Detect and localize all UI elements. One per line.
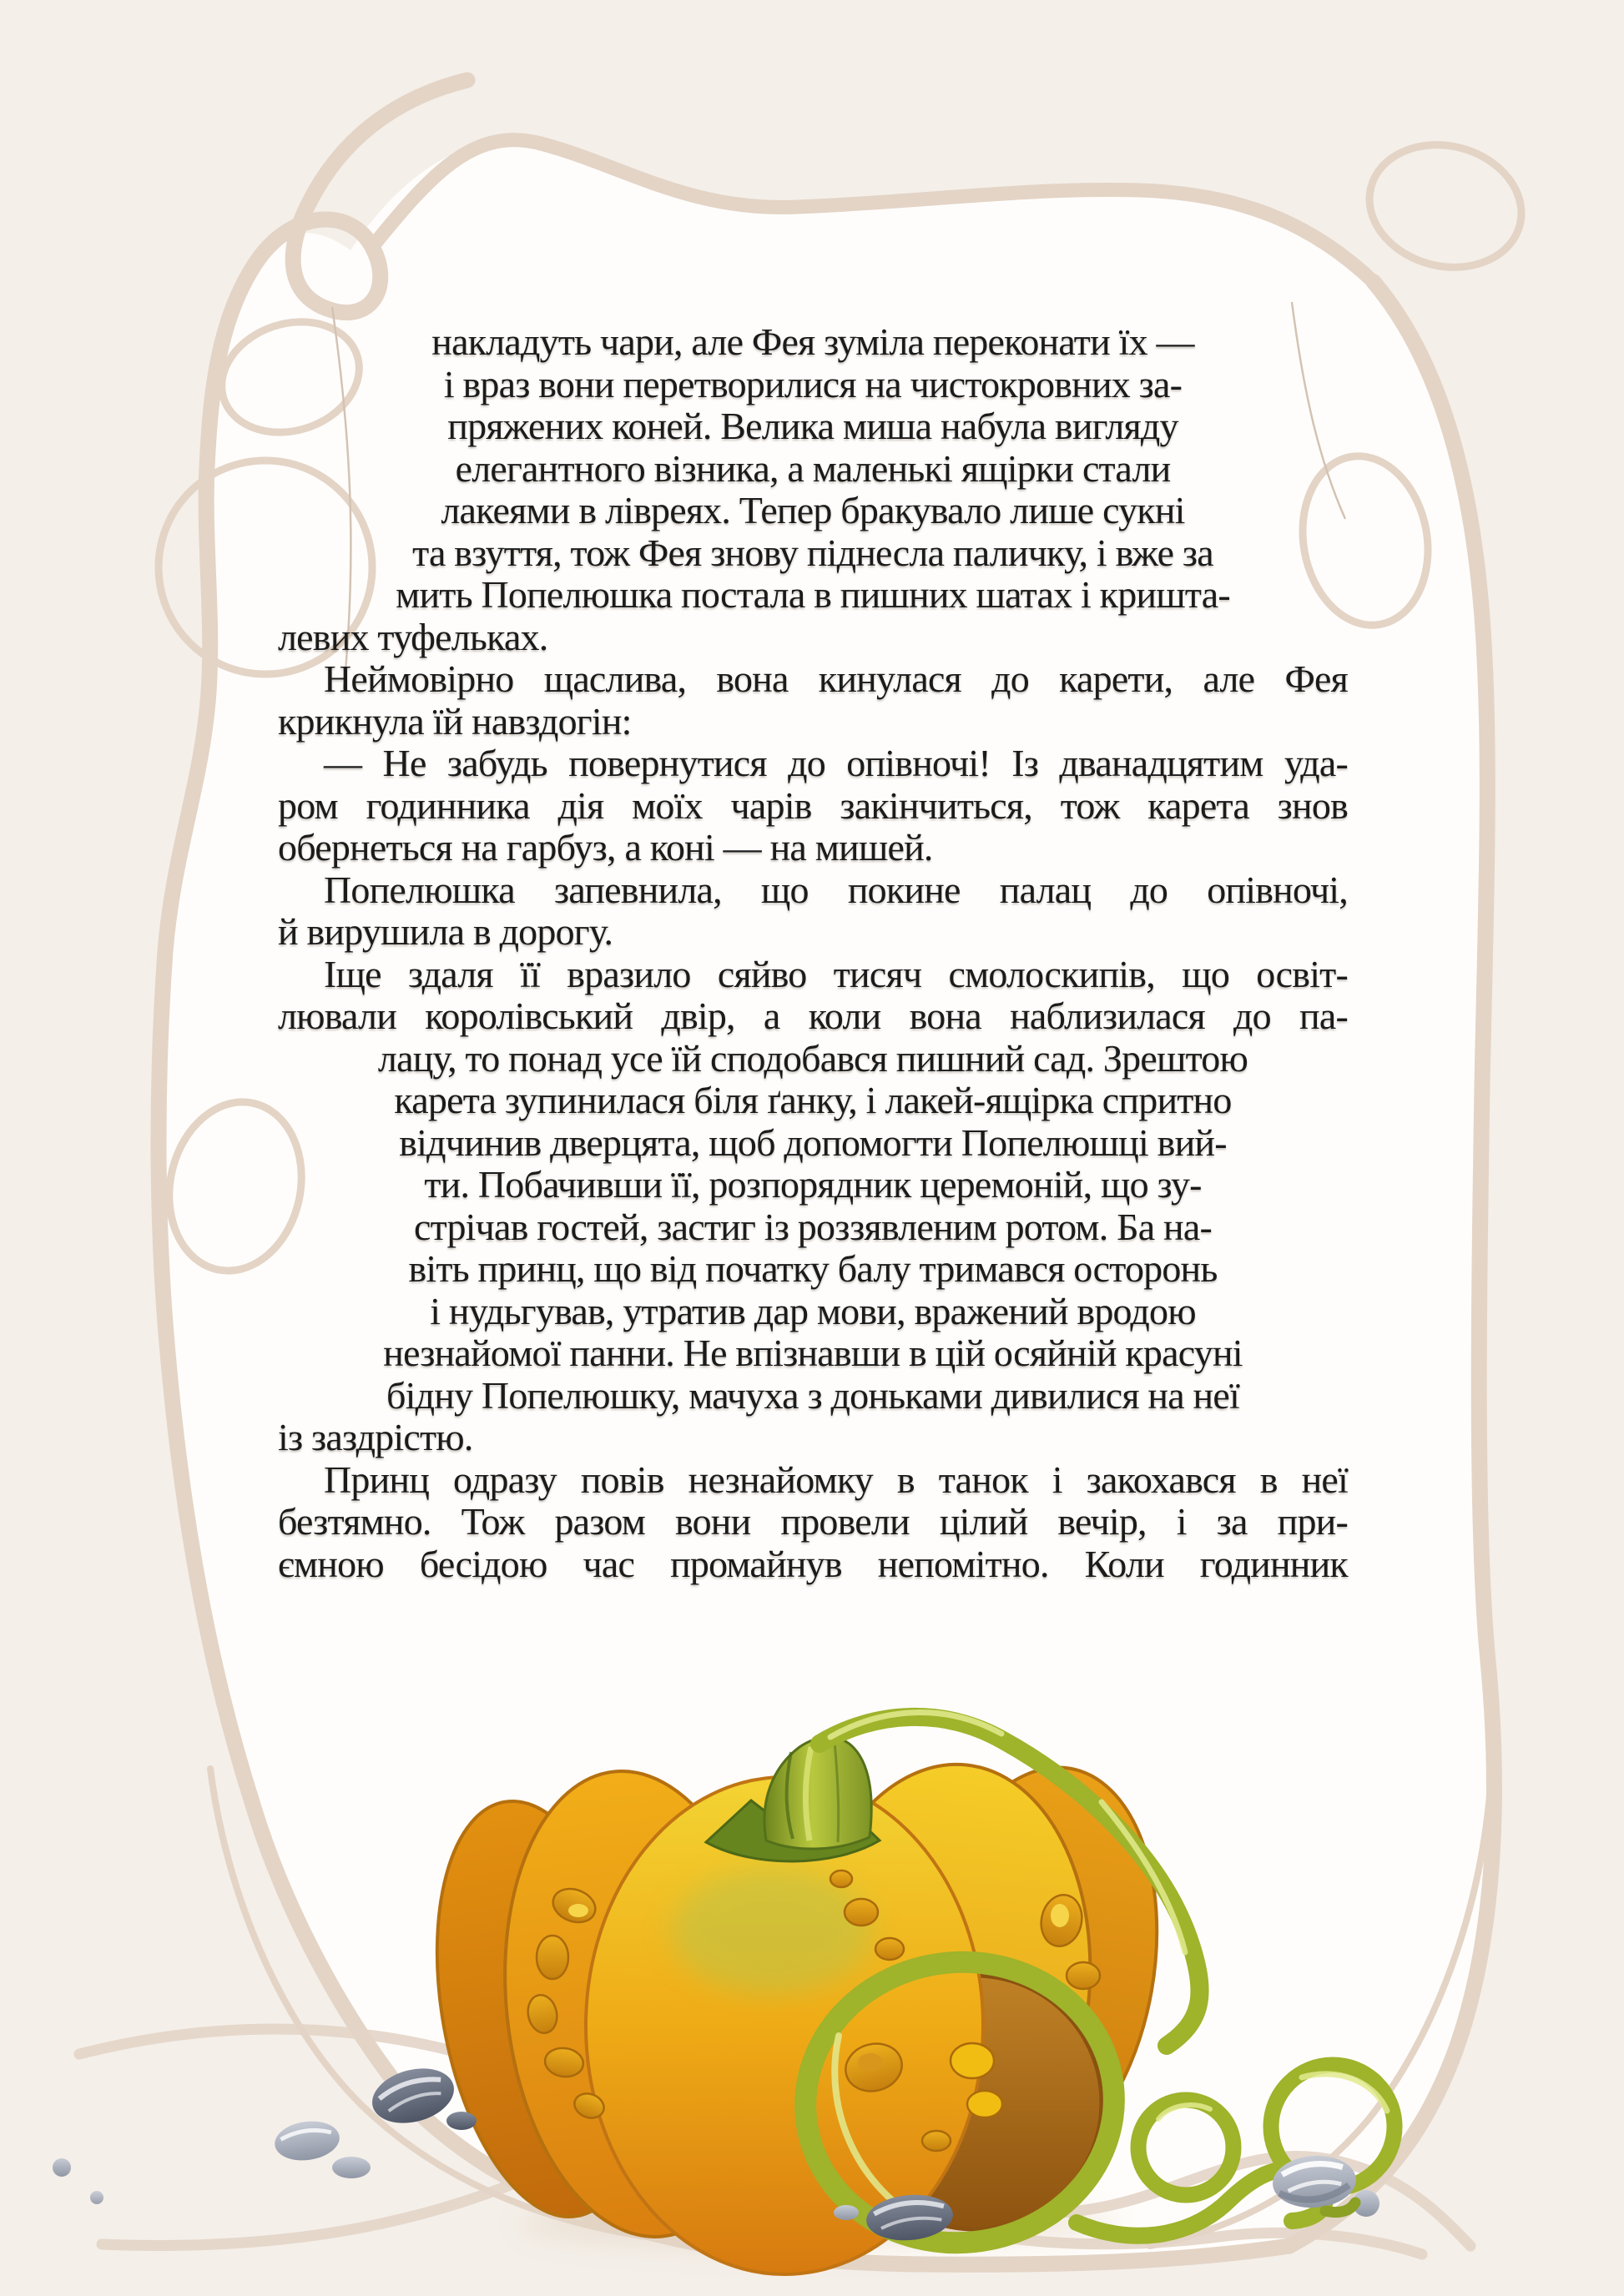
text-line: Іще здаля її вразило сяйво тисяч смолоскипів, що освіт- xyxy=(324,952,1348,995)
text-line: елегантного візника, а маленькі ящірки стали xyxy=(455,446,1171,490)
text-line: ємною бесідою час промайнув непомітно. Коли годинник xyxy=(278,1542,1348,1585)
story-text xyxy=(278,321,1348,1585)
text-line: Неймовірно щаслива, вона кинулася до карети, але Фея xyxy=(324,657,1348,700)
text-line: мить Попелюшка постала в пишних шатах і кришта- xyxy=(396,573,1230,616)
text-line: віть принц, що від початку балу тримався осторонь xyxy=(408,1247,1218,1290)
text-line: лацу, то понад усе їй сподобався пишний сад. Зрештою xyxy=(377,1036,1248,1080)
text-line: відчинив дверцята, щоб допомогти Попелюшці вий- xyxy=(399,1120,1227,1164)
text-line: накладуть чари, але Фея зуміла переконати їх — xyxy=(431,320,1194,363)
text-line: карета зупинилася біля ґанку, і лакей-ящірка спритно xyxy=(394,1079,1232,1121)
text-line: Попелюшка запевнила, що покине палац до опівночі, xyxy=(324,868,1348,911)
text-line: обернеться на гарбуз, а коні — на мишей. xyxy=(278,826,933,869)
text-line: Принц одразу повів незнайомку в танок і закохався в неї xyxy=(324,1458,1348,1501)
text-line: із заздрістю. xyxy=(278,1416,473,1458)
text-line: крикнула їй навздогін: xyxy=(278,699,632,743)
text-line: пряжених коней. Велика миша набула вигляду xyxy=(447,405,1178,447)
text-line: і нудьгував, утратив дар мови, вражений вродою xyxy=(430,1289,1196,1332)
text-line: незнайомої панни. Не впізнавши в цій осяйній красуні xyxy=(383,1332,1243,1374)
text-line: й вирушила в дорогу. xyxy=(278,910,613,953)
text-line: та взуття, тож Фея знову піднесла паличку, і вже за xyxy=(412,531,1213,574)
text-line: — Не забудь повернутися до опівночі! Із дванадцятим уда- xyxy=(324,742,1348,784)
text-line: стрічав гостей, застиг із роззявленим ротом. Ба на- xyxy=(414,1205,1212,1248)
text-line: левих туфельках. xyxy=(278,615,548,658)
text-line: лювали королівський двір, а коли вона наблизилася до па- xyxy=(278,994,1348,1037)
text-line: ти. Побачивши її, розпорядник церемоній, що зу- xyxy=(424,1163,1202,1206)
text-line: бідну Попелюшку, мачуха з доньками дивилися на неї xyxy=(386,1373,1239,1417)
text-line: безтямно. Тож разом вони провели цілий вечір, і за при- xyxy=(278,1500,1348,1543)
text-line: лакеями в лівреях. Тепер бракувало лише сукні xyxy=(441,489,1185,531)
text-line: ром годинника дія моїх чарів закінчиться, тож карета знов xyxy=(278,783,1348,827)
text-line: і враз вони перетворилися на чистокровних за- xyxy=(443,362,1183,405)
